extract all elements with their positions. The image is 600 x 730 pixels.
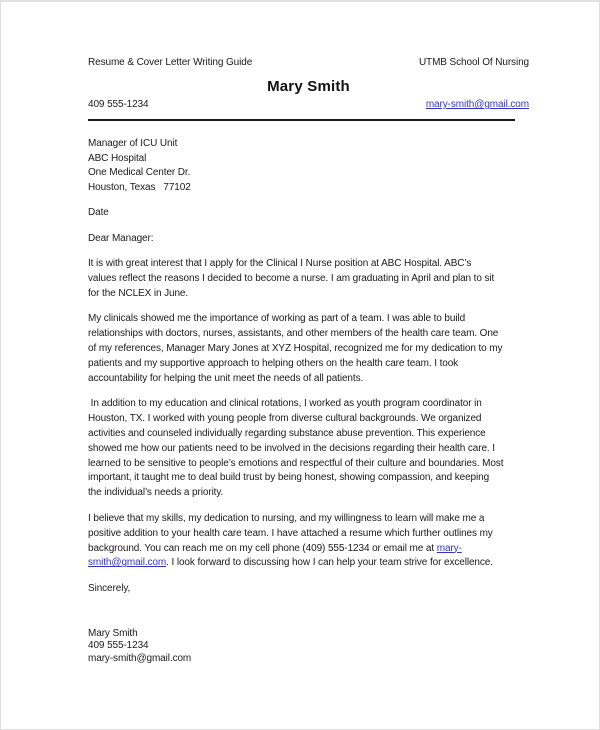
text-line: values reflect the reasons I decided to become a nurse. I am graduating in April and plan to sit — [88, 272, 495, 284]
document-header — [88, 56, 529, 69]
paragraph-experience — [88, 397, 529, 501]
text-line: the individual’s needs a priority. — [88, 487, 224, 499]
text-line: for the NCLEX in June. — [88, 287, 189, 299]
email-link[interactable]: smith@gmail.com — [88, 557, 167, 569]
header-divider — [88, 119, 515, 121]
text-line: It is with great interest that I apply for the Clinical I Nurse position at ABC Hospital. ABC’s — [88, 258, 472, 269]
phone-number: 409 555-1234 — [88, 99, 149, 110]
text-line: of my references, Manager Mary Jones at XYZ Hospital, recognized me for my dedication to my — [88, 342, 503, 354]
paragraph-closing — [88, 512, 529, 571]
contact-row — [88, 98, 529, 111]
header-right-text: UTMB School Of Nursing — [418, 57, 529, 68]
text-line: learned to be sensitive to people’s emotions and respectful of their culture and boundaries. Most — [88, 457, 504, 469]
text-line: relationships with doctors, nurses, assistants, and other members of the health care team. One — [88, 328, 499, 340]
text-line: showed me how our patients need to be involved in the decisions regarding their health care. I — [88, 442, 495, 454]
page-title: Mary Smith — [267, 78, 350, 95]
paragraph-intro — [88, 257, 529, 301]
closing: Sincerely, — [88, 583, 131, 595]
text-line: activities and counseled individually regarding substance abuse prevention. This experience — [88, 427, 486, 439]
text-line: background. You can reach me on my cell phone (409) 555-1234 or email me at mary- — [88, 542, 462, 554]
text-line: important, it taught me to deal build trust by being honest, showing compassion, and keeping — [88, 472, 490, 484]
date-placeholder: Date — [88, 207, 109, 218]
text-line: Houston, Texas 77102 — [88, 181, 191, 193]
text-line: Mary Smith — [88, 627, 138, 639]
paragraph-clinicals — [88, 312, 529, 386]
text-line: positive addition to your health care team. I have attached a resume which further outlines my — [88, 527, 493, 539]
text-line: I believe that my skills, my dedication to nursing, and my willingness to learn will make me a — [88, 512, 485, 524]
text-line: In addition to my education and clinical rotations, I worked as youth program coordinator in — [88, 398, 482, 410]
email-link[interactable]: mary- — [436, 542, 462, 554]
text-line: My clinicals showed me the importance of working as part of a team. I was able to build — [88, 313, 466, 325]
text-line: Manager of ICU Unit — [88, 138, 178, 149]
email-link[interactable]: mary-smith@gmail.com — [425, 99, 529, 110]
recipient-address — [88, 137, 529, 195]
text-line: Houston, TX. I worked with young people from diverse cultural backgrounds. We organized — [88, 413, 482, 425]
text-line: mary-smith@gmail.com — [88, 652, 192, 664]
text-line: accountability for helping the unit meet the needs of all patients. — [88, 372, 364, 384]
text-line: smith@gmail.com. I look forward to discussing how I can help your team strive for excellence. — [88, 557, 493, 569]
text-line: ABC Hospital — [88, 152, 147, 164]
salutation: Dear Manager: — [88, 232, 154, 244]
text-line: One Medical Center Dr. — [88, 167, 191, 178]
text-line: 409 555-1234 — [88, 640, 149, 652]
text-line: patients and my supportive approach to helping others on the health care team. I took — [88, 357, 459, 369]
signature-block — [88, 628, 529, 666]
header-left-text: Resume & Cover Letter Writing Guide — [88, 57, 253, 68]
